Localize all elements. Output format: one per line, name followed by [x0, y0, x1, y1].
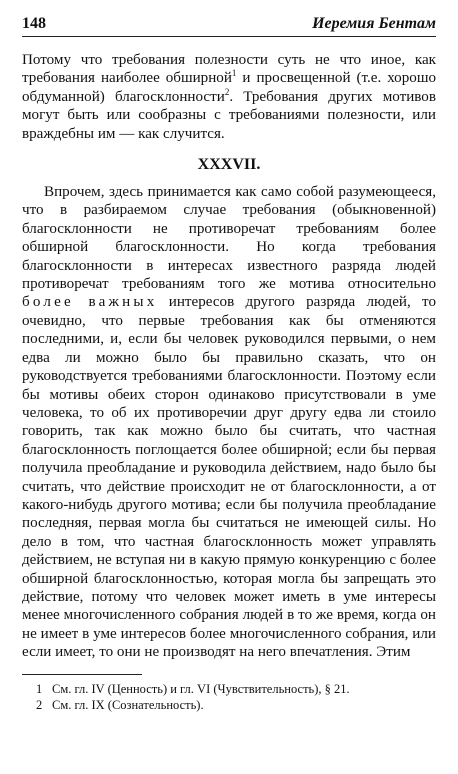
- paragraph-text: интересов другого разряда людей, то очевидно, что первые требования как бы отменяются последними, и, если бы человек руководился первыми, о нем едва ли можно было бы правильно сказать, что он руководствуется требованиями благосклонности. Поэтому если бы мотивы обеих сторон одинаково присутствовали в уме человека, то об их противоречии друг другу едва ли стоило говорить, так как можно было бы считать, что частная благосклонность поглощается более обширной; если бы первая получила преобладание и руководила действием, надо было бы считать, что действие происходит не от благосклонности, а от какого-нибудь другого мотива; если бы получила преобладание последняя, первая могла бы считаться не имеющей силы. Но дело в том, что частная благосклонность может управлять действием, не вступая ни в какую прямую конкуренцию с более обширной благосклонностью, которая могла бы запрещать это действие, потому что человек может иметь в уме интересы менее многочисленного собрания людей в то же время, когда он не имеет в уме интересов более многочисленного собрания, или если имеет, то они не производят на него впечатления. Этим: [22, 294, 437, 661]
- paragraph-text: Впрочем, здесь принимается как само собой разумеющееся, что в разбираемом случае требования (обыкновенной) благосклонности не противоречат требованиям более обширной благосклонности. Но когда требования благосклонности в интересах известного разряда людей противоречат требованиям того же мотива относительно: [22, 184, 436, 293]
- running-head: [22, 14, 436, 37]
- footnote-ref-2[interactable]: 2: [224, 86, 230, 97]
- book-page: [22, 14, 436, 713]
- footnote-text: См. гл. IV (Ценность) и гл. VI (Чувствительность), § 21.: [52, 681, 350, 696]
- footnote-ref-1[interactable]: 1: [231, 68, 237, 79]
- footnote-number: 2: [36, 697, 43, 712]
- footnote-text: См. гл. IX (Сознательность).: [52, 697, 204, 712]
- running-title: Иеремия Бентам: [312, 15, 436, 32]
- paragraph-continuation: [22, 51, 436, 143]
- footnote-1: [22, 681, 436, 697]
- section-heading: XXXVII.: [197, 156, 261, 174]
- footnote-divider: [22, 674, 142, 675]
- emphasized-text: более важных: [22, 294, 158, 311]
- paragraph-text: Потому что требования полезности суть не что иное, как требования наиболее обширной: [22, 52, 436, 87]
- footnote-number: 1: [36, 681, 43, 696]
- footnote-2: [22, 697, 436, 713]
- paragraph-text: и просвещенной (т.е. хорошо обдуманной) благосклонности: [22, 70, 436, 105]
- footnotes: [22, 681, 436, 713]
- paragraph-main: [22, 183, 436, 662]
- page-number: 148: [22, 15, 46, 32]
- paragraph-text: . Требования других мотивов могут быть или сообразны с требованиями полезности, или враждебны им — как случится.: [22, 88, 436, 142]
